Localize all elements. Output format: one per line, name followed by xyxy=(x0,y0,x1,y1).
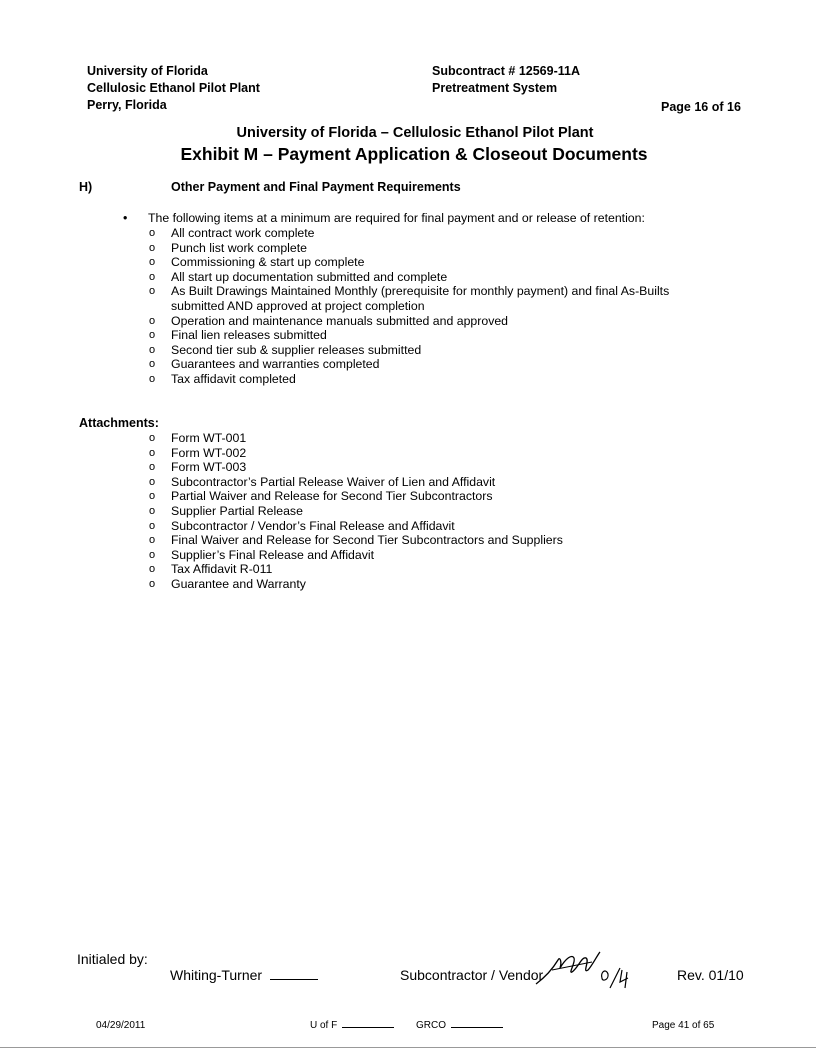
header-project: Cellulosic Ethanol Pilot Plant xyxy=(87,81,260,95)
title-line-1: University of Florida – Cellulosic Ethanol Pilot Plant xyxy=(236,125,594,141)
list-item: o Form WT-001 xyxy=(149,431,247,445)
attachments-list xyxy=(149,431,691,592)
circle-bullet-icon: o xyxy=(149,432,156,444)
list-item: o Form WT-003 xyxy=(149,460,247,475)
list-item: o Operation and maintenance manuals submitted and approved xyxy=(149,313,509,328)
list-item: o Punch list work complete xyxy=(149,240,308,255)
list-item: o Final lien releases submitted xyxy=(149,328,327,343)
grco-initial xyxy=(416,1020,503,1031)
footer-date: 04/29/2011 xyxy=(96,1020,146,1031)
header-subcontract: Subcontract # 12569-11A xyxy=(432,64,580,78)
circle-bullet-icon: o xyxy=(149,358,156,371)
header-university: University of Florida xyxy=(87,64,208,78)
list-item: o As Built Drawings Maintained Monthly (prerequisite for monthly payment) and final As-Builts submitted AND approved at project completion xyxy=(149,284,670,313)
circle-bullet-icon: o xyxy=(149,372,156,385)
circle-bullet-icon: o xyxy=(149,548,156,561)
circle-bullet-icon: o xyxy=(149,534,156,547)
circle-bullet-icon: o xyxy=(149,446,156,459)
list-item: o Tax Affidavit R-011 xyxy=(149,562,273,577)
u-of-f-initial xyxy=(310,1020,394,1031)
grco-label: GRCO xyxy=(416,1020,446,1031)
list-item: o Subcontractor / Vendor’s Final Release and Affidavit xyxy=(149,518,455,533)
header-system: Pretreatment System xyxy=(432,81,558,95)
list-item: o Commissioning & start up complete xyxy=(149,255,365,270)
attachments-heading: Attachments: xyxy=(79,416,159,430)
whiting-turner-initial xyxy=(170,967,318,983)
header-location: Perry, Florida xyxy=(87,98,167,112)
list-item: o Supplier Partial Release xyxy=(149,503,303,518)
handwritten-initials-signature xyxy=(532,948,642,990)
grco-signature-line xyxy=(451,1027,503,1028)
list-item: o Form WT-002 xyxy=(149,445,247,460)
header-right xyxy=(432,63,580,97)
list-item: o Guarantee and Warranty xyxy=(149,576,306,591)
list-item: o All start up documentation submitted and complete xyxy=(149,269,448,284)
circle-bullet-icon: o xyxy=(149,329,156,342)
list-item: o Supplier’s Final Release and Affidavit xyxy=(149,547,375,562)
list-item: o Subcontractor’s Partial Release Waiver of Lien and Affidavit xyxy=(149,474,496,489)
revision-label: Rev. 01/10 xyxy=(677,967,744,983)
list-item: o Second tier sub & supplier releases submitted xyxy=(149,342,422,357)
requirements-list xyxy=(149,226,671,387)
list-item: o All contract work complete xyxy=(149,226,315,240)
bullet-icon: • xyxy=(123,211,128,225)
footer-page-of: Page 41 of 65 xyxy=(652,1020,715,1031)
circle-bullet-icon: o xyxy=(149,227,156,239)
u-of-f-signature-line xyxy=(342,1027,394,1028)
circle-bullet-icon: o xyxy=(149,577,156,590)
circle-bullet-icon: o xyxy=(149,490,156,503)
circle-bullet-icon: o xyxy=(149,504,156,517)
u-of-f-label: U of F xyxy=(310,1020,338,1031)
circle-bullet-icon: o xyxy=(149,285,156,298)
circle-bullet-icon: o xyxy=(149,343,156,356)
list-item: o Tax affidavit completed xyxy=(149,371,296,386)
list-item: o Guarantees and warranties completed xyxy=(149,357,380,372)
circle-bullet-icon: o xyxy=(149,563,156,576)
title-line-2: Exhibit M – Payment Application & Closeout Documents xyxy=(180,144,648,164)
initialed-by-label: Initialed by: xyxy=(77,951,148,967)
requirements-intro: The following items at a minimum are required for final payment and or release of retention: xyxy=(148,211,645,225)
circle-bullet-icon: o xyxy=(149,270,156,283)
section-heading: Other Payment and Final Payment Requirements xyxy=(171,180,461,194)
circle-bullet-icon: o xyxy=(149,519,156,532)
subcontractor-vendor-label: Subcontractor / Vendor xyxy=(400,967,544,983)
circle-bullet-icon: o xyxy=(149,241,156,254)
circle-bullet-icon: o xyxy=(149,475,156,488)
whiting-turner-label: Whiting-Turner xyxy=(170,967,263,983)
list-item: o Final Waiver and Release for Second Tier Subcontractors and Suppliers xyxy=(149,533,563,548)
whiting-turner-signature-line xyxy=(270,979,318,980)
section-label: H) xyxy=(79,180,93,194)
circle-bullet-icon: o xyxy=(149,256,156,269)
bottom-divider xyxy=(0,1047,816,1048)
circle-bullet-icon: o xyxy=(149,461,156,474)
header-page-number: Page 16 of 16 xyxy=(661,100,741,114)
circle-bullet-icon: o xyxy=(149,314,156,327)
list-item: o Partial Waiver and Release for Second Tier Subcontractors xyxy=(149,489,493,504)
header-left xyxy=(87,63,260,114)
